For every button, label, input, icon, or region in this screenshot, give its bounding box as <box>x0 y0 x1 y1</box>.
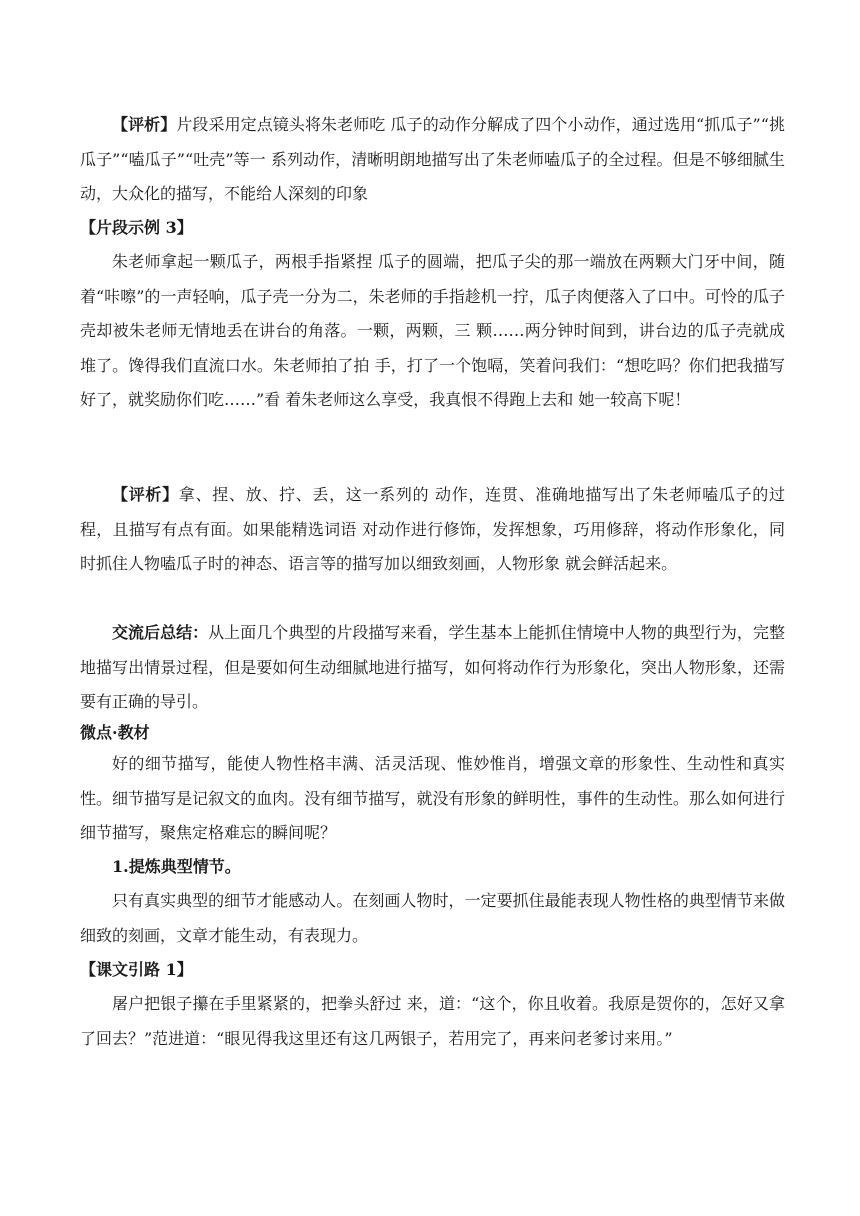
comment-paragraph-1 <box>80 108 785 212</box>
example-3-paragraph: 朱老师拿起一颗瓜子，两根手指紧捏 瓜子的圆端，把瓜子尖的那一端放在两颗大门牙中间，随着“咔嚓”的一声轻响，瓜子壳一分为二，朱老师的手指趁机一拧，瓜子肉便落入了口中。可怜的瓜子壳却被朱老师无情地丢在讲台的角落。一颗，两颗，三 颗……两分钟时间到，讲台边的瓜子壳就成堆了。馋得我们直流口水。朱老师拍了拍 手，打了一个饱嗝，笑着问我们：“想吃吗？你们把我描写好了，就奖励你们吃……”看 着朱老师这么享受，我真恨不得跑上去和 她一较高下呢！ <box>80 252 785 409</box>
comment-text: 片段采用定点镜头将朱老师吃 瓜子的动作分解成了四个小动作，通过选用“抓瓜子”“挑瓜子”“嗑瓜子”“吐壳”等一 系列动作，清晰明朗地描写出了朱老师嗑瓜子的全过程。但是不够细腻生动，大众化的描写，不能给人深刻的印象 <box>80 115 785 203</box>
comment-paragraph-2 <box>80 478 785 582</box>
point-1-heading: 1.提炼典型情节。 <box>112 857 241 876</box>
comment-text: 拿、捏、放、拧、丢，这一系列的 动作，连贯、准确地描写出了朱老师嗑瓜子的过程，且描写有点有面。如果能精选词语 对动作进行修饰，发挥想象，巧用修辞，将动作形象化，同时抓住人物嗑瓜子时的神态、语言等的描写加以细致刻画，人物形象 就会鲜活起来。 <box>80 485 785 573</box>
summary-label: 交流后总结： <box>112 623 209 642</box>
summary-paragraph <box>80 616 785 720</box>
micro-point-heading: 微点·教材 <box>80 723 150 742</box>
lesson-1-paragraph: 屠户把银子攥在手里紧紧的，把拳头舒过 来，道：“这个，你且收着。我原是贺你的，怎好又拿了回去？”范进道：“眼见得我这里还有这几两银子，若用完了，再来问老爹讨来用。” <box>80 994 785 1048</box>
point-1-paragraph: 只有真实典型的细节才能感动人。在刻画人物时，一定要抓住最能表现人物性格的典型情节来做细致的刻画，文章才能生动，有表现力。 <box>80 891 785 945</box>
comment-label: 【评析】 <box>112 485 179 504</box>
lesson-1-heading: 【课文引路 1】 <box>80 960 193 979</box>
example-3-heading: 【片段示例 3】 <box>80 218 193 237</box>
micro-point-paragraph: 好的细节描写，能使人物性格丰满、活灵活现、惟妙惟肖，增强文章的形象性、生动性和真实性。细节描写是记叙文的血肉。没有细节描写，就没有形象的鲜明性，事件的生动性。那么如何进行细节描写，聚焦定格难忘的瞬间呢？ <box>80 754 785 842</box>
comment-label: 【评析】 <box>112 115 177 134</box>
summary-text: 从上面几个典型的片段描写来看，学生基本上能抓住情境中人物的典型行为，完整地描写出情景过程，但是要如何生动细腻地进行描写，如何将动作行为形象化，突出人物形象，还需要有正确的导引。 <box>80 623 785 711</box>
